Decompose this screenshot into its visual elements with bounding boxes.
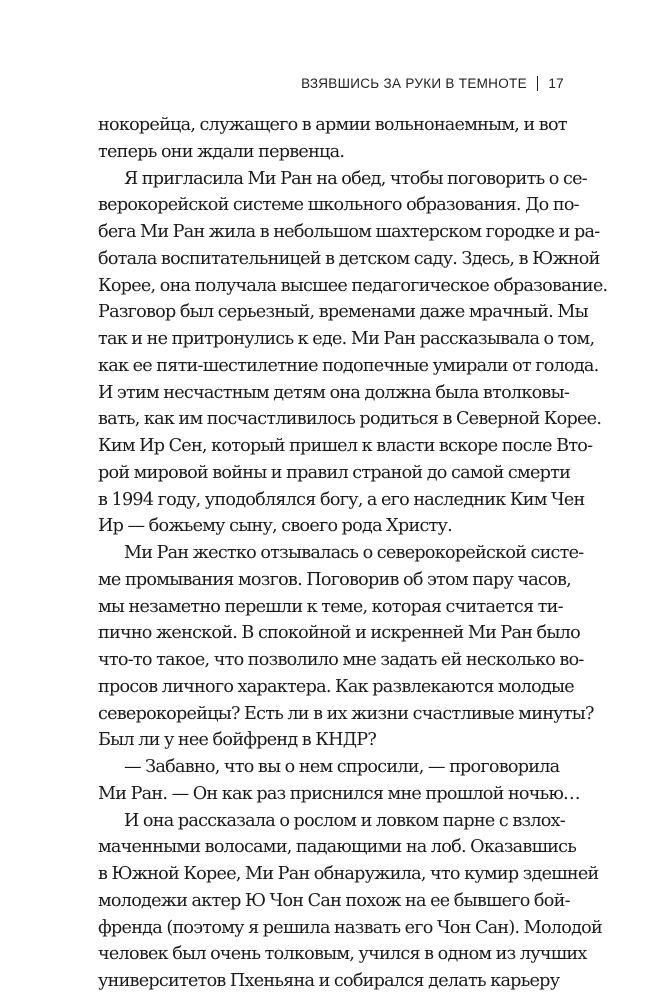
text-line: Ми Ран жестко отзывалась о северокорейской систе- bbox=[124, 543, 584, 563]
text-line: нокорейца, служащего в армии вольнонаемным, и вот bbox=[98, 115, 567, 135]
text-line: рой мировой войны и правил страной до самой смерти bbox=[98, 462, 571, 483]
text-line: ботала воспитательницей в детском саду. Здесь, в Южной bbox=[98, 248, 600, 269]
text-line: Корее, она получала высшее педагогическое образование. bbox=[98, 275, 608, 296]
running-head bbox=[301, 76, 564, 91]
text-line: теперь они ждали первенца. bbox=[98, 141, 345, 162]
text-line: молодежи актер Ю Чон Сан похож на ее бывшего бой- bbox=[98, 890, 570, 911]
text-line: в 1994 году, уподоблялся богу, а его наследник Ким Чен bbox=[98, 489, 585, 510]
running-head-title: ВЗЯВШИСЬ ЗА РУКИ В ТЕМНОТЕ bbox=[301, 76, 527, 91]
text-line: Ким Ир Сен, который пришел к власти вскоре после Вто- bbox=[98, 436, 593, 456]
text-line: бега Ми Ран жила в небольшом шахтерском городке и ра- bbox=[98, 222, 600, 242]
text-line: френда (поэтому я решила назвать его Чон Сан). Молодой bbox=[98, 917, 602, 938]
text-line: так и не притронулись к еде. Ми Ран рассказывала о том, bbox=[98, 329, 595, 349]
text-line: мы незаметно перешли к теме, которая считается ти- bbox=[98, 596, 563, 617]
text-line: Был ли у нее бойфренд в КНДР? bbox=[98, 730, 377, 751]
text-line: Разговор был серьезный, временами даже мрачный. Мы bbox=[98, 302, 588, 323]
text-line: человек был очень толковым, учился в одном из лучших bbox=[98, 944, 587, 965]
running-head-divider bbox=[537, 76, 539, 91]
text-line: северокорейцы? Есть ли в их жизни счастливые минуты? bbox=[98, 703, 594, 724]
text-line: маченными волосами, падающими на лоб. Оказавшись bbox=[98, 837, 577, 858]
text-line: пично женской. В спокойной и искренней Ми Ран было bbox=[98, 623, 580, 644]
text-line: Ми Ран. — Он как раз приснился мне прошлой ночью… bbox=[98, 783, 580, 804]
text-line: верокорейской системе школьного образования. До по- bbox=[98, 195, 579, 216]
text-line: Я пригласила Ми Ран на обед, чтобы поговорить о се- bbox=[124, 168, 587, 189]
text-line: просов личного характера. Как развлекаются молодые bbox=[98, 676, 574, 697]
page-number: 17 bbox=[548, 76, 564, 91]
text-line: в Южной Корее, Ми Ран обнаружила, что кумир здешней bbox=[98, 864, 599, 884]
text-line: И этим несчастным детям она должна была втолковы- bbox=[98, 382, 570, 403]
text-line: вать, как им посчастливилось родиться в Северной Корее. bbox=[98, 409, 602, 430]
text-line: И она рассказала о рослом и ловком парне с взлох- bbox=[124, 810, 565, 831]
text-line: университетов Пхеньяна и собирался делать карьеру bbox=[98, 971, 560, 991]
text-line: — Забавно, что вы о нем спросили, — проговорила bbox=[124, 757, 560, 777]
text-line: что-то такое, что позволило мне задать ей несколько во- bbox=[98, 650, 584, 670]
text-line: ме промывания мозгов. Поговорив об этом пару часов, bbox=[98, 569, 571, 590]
text-line: Ир — божьему сыну, своего рода Христу. bbox=[98, 516, 452, 537]
text-line: как ее пяти-шестилетние подопечные умирали от голода. bbox=[98, 355, 599, 376]
body-text bbox=[98, 112, 608, 995]
